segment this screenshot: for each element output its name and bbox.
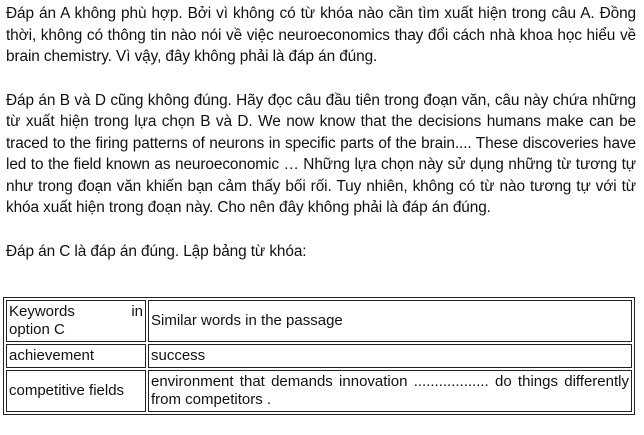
keyword-header-word1: Keywords [9, 303, 75, 320]
similar-words-header-cell: Similar words in the passage [148, 300, 632, 342]
keyword-header-line1 [9, 303, 143, 321]
keyword-cell: competitive fields [6, 370, 146, 412]
keyword-table [3, 297, 635, 415]
similar-words-cell: environment that demands innovation .................. do things differently from competitors . [148, 370, 632, 412]
keyword-table-header-row [6, 300, 632, 342]
table-row [6, 344, 632, 368]
table-row [6, 370, 632, 412]
keyword-header-cell [6, 300, 146, 342]
paragraph-answer-a: Đáp án A không phù hợp. Bởi vì không có từ khóa nào cần tìm xuất hiện trong câu A. Đồng thời, không có thông tin nào nói về việc neuroeconomics thay đổi cách nhà khoa học hiểu về brain chemistry. Vì vậy, đây không phải là đáp án đúng. [6, 5, 636, 65]
keyword-header-word2: in [131, 303, 143, 320]
similar-words-cell: success [148, 344, 632, 368]
paragraph-answer-b-d: Đáp án B và D cũng không đúng. Hãy đọc câu đầu tiên trong đoạn văn, câu này chứa những từ xuất hiện trong lựa chọn B và D. We now know that the decisions humans make can be traced to the firing patterns of neurons in specific parts of the brain.... These discoveries have led to the field known as neuroeconomic … Những lựa chọn này sử dụng những từ tương tự như trong đoạn văn khiến bạn cảm thấy bối rối. Tuy nhiên, không có từ nào tương tự với từ khóa xuất hiện trong đoạn này. Cho nên đây không phải là đáp án đúng. [6, 91, 636, 216]
keyword-cell: achievement [6, 344, 146, 368]
keyword-header-line2: option C [9, 321, 65, 338]
paragraph-answer-c: Đáp án C là đáp án đúng. Lập bảng từ khóa: [6, 242, 307, 260]
answer-explanation [6, 3, 636, 262]
